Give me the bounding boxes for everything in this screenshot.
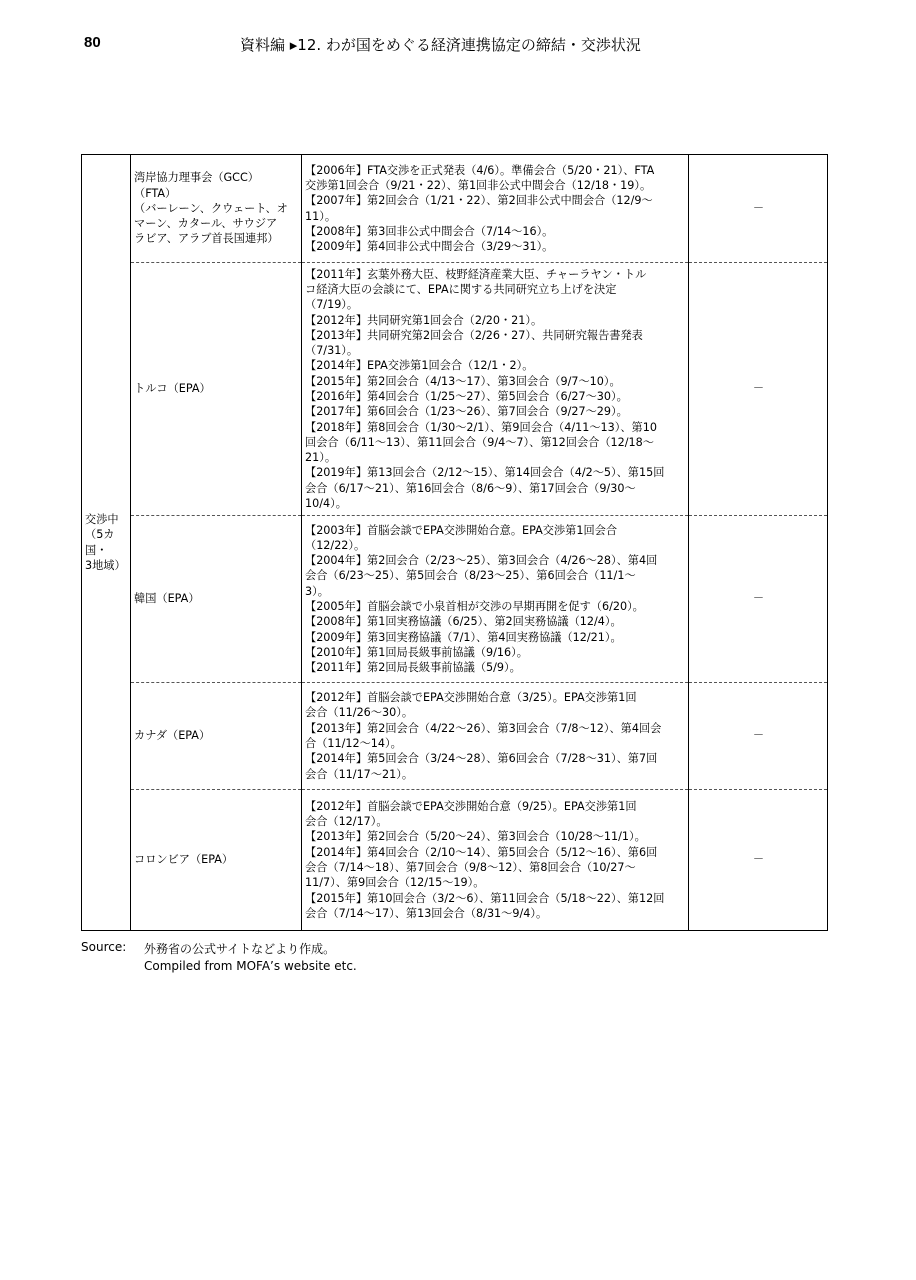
detail-line: 【2012年】首脳会談でEPA交渉開始合意（3/25）。EPA交渉第1回 [305, 691, 637, 705]
detail-line: 会合（6/17～21）、第16回会合（8/6～9）、第17回会合（9/30～ [305, 481, 636, 495]
detail-line: 【2015年】第10回会合（3/2～6）、第11回会合（5/18～22）、第12回 [305, 891, 665, 905]
detail-line: 【2014年】第4回会合（2/10～14）、第5回会合（5/12～16）、第6回 [305, 845, 658, 859]
result-cell: － [689, 683, 828, 790]
partner-cell: 湾岸協力理事会（GCC） （FTA） （バーレーン、クウェート、オ マーン、カタール、サウジア ラビア、アラブ首長国連邦） [131, 155, 302, 263]
detail-line: 21）。 [305, 451, 337, 465]
detail-line: 会合（11/17～21）。 [305, 767, 414, 781]
detail-line: 交渉第1回会合（9/21・22）、第1回非公式中間会合（12/18・19）。 [305, 178, 652, 192]
detail-line: 3）。 [305, 584, 329, 598]
detail-line: （7/19）。 [305, 298, 359, 312]
detail-line: 【2012年】共同研究第1回会合（2/20・21）。 [305, 313, 543, 327]
negotiation-details-cell [302, 790, 689, 931]
detail-line: 【2004年】第2回会合（2/23～25）、第3回会合（4/26～28）、第4回 [305, 554, 658, 568]
detail-line: 【2013年】共同研究第2回会合（2/26・27）、共同研究報告書発表 [305, 328, 643, 342]
detail-line: 会合（11/26～30）。 [305, 706, 414, 720]
detail-line: （12/22）。 [305, 538, 366, 552]
result-cell: － [689, 790, 828, 931]
detail-line: 【2012年】首脳会談でEPA交渉開始合意（9/25）。EPA交渉第1回 [305, 799, 637, 813]
detail-line: 会合（7/14～18）、第7回会合（9/8～12）、第8回会合（10/27～ [305, 861, 636, 874]
detail-line: 【2011年】玄葉外務大臣、枝野経済産業大臣、チャーラヤン・トル [305, 267, 647, 281]
detail-line: 【2008年】第3回非公式中間会合（7/14～16）。 [305, 224, 554, 238]
detail-line: 【2003年】首脳会談でEPA交渉開始合意。EPA交渉第1回会合 [305, 523, 618, 537]
detail-line: 11/7）、第9回会合（12/15～19）。 [305, 876, 485, 890]
table-row [82, 683, 828, 790]
detail-line: 【2013年】第2回会合（4/22～26）、第3回会合（7/8～12）、第4回会 [305, 721, 662, 735]
table-row [82, 263, 828, 516]
table-row [82, 516, 828, 683]
detail-line: 【2013年】第2回会合（5/20～24）、第3回会合（10/28～11/1）。 [305, 830, 646, 844]
partner-cell: 韓国（EPA） [131, 516, 302, 683]
detail-line: 【2014年】EPA交渉第1回会合（12/1・2）。 [305, 359, 534, 373]
table-row [82, 790, 828, 931]
detail-line: 合（11/12～14）。 [305, 737, 402, 750]
source-note-japanese: 外務省の公式サイトなどより作成。 [144, 942, 336, 956]
detail-line: 【2009年】第3回実務協議（7/1）、第4回実務協議（12/21）。 [305, 630, 622, 644]
result-cell: － [689, 263, 828, 516]
detail-line: コ経済大臣の会談にて、EPAに関する共同研究立ち上げを決定 [305, 282, 617, 296]
detail-line: 【2011年】第2回局長級事前協議（5/9）。 [305, 661, 521, 675]
detail-line: 【2015年】第2回会合（4/13～17）、第3回会合（9/7～10）。 [305, 374, 621, 388]
page-header: 資料編 ▸12. わが国をめぐる経済連携協定の締結・交渉状況 [240, 36, 641, 54]
detail-line: 会合（12/17）。 [305, 815, 388, 829]
detail-line: 回会合（6/11～13）、第11回会合（9/4～7）、第12回会合（12/18～ [305, 435, 654, 449]
source-label: Source: [81, 940, 127, 954]
detail-line: （7/31）。 [305, 344, 359, 358]
detail-line: 【2017年】第6回会合（1/23～26）、第7回会合（9/27～29）。 [305, 405, 628, 419]
page-number: 80 [84, 34, 101, 51]
negotiation-details-cell [302, 155, 689, 263]
negotiation-status-table [81, 154, 828, 931]
detail-line: 会合（7/14～17）、第13回会合（8/31～9/4）。 [305, 906, 548, 920]
negotiation-status-cell: 交渉中 （5カ国・ 3地域） [82, 155, 131, 931]
detail-line: 【2005年】首脳会談で小泉首相が交渉の早期再開を促す（6/20）。 [305, 600, 644, 613]
detail-line: 【2014年】第5回会合（3/24～28）、第6回会合（7/28～31）、第7回 [305, 752, 658, 766]
detail-line: 【2009年】第4回非公式中間会合（3/29～31）。 [305, 240, 554, 254]
detail-line: 【2008年】第1回実務協議（6/25）、第2回実務協議（12/4）。 [305, 615, 622, 629]
source-note-english: Compiled from MOFA’s website etc. [144, 959, 357, 973]
negotiation-details-cell [302, 516, 689, 683]
negotiation-details-cell [302, 683, 689, 790]
detail-line: 【2018年】第8回会合（1/30～2/1）、第9回会合（4/11～13）、第10 [305, 420, 657, 434]
detail-line: 【2019年】第13回会合（2/12～15）、第14回会合（4/2～5）、第15回 [305, 466, 665, 480]
table-row [82, 155, 828, 263]
partner-cell: トルコ（EPA） [131, 263, 302, 516]
detail-line: 10/4）。 [305, 497, 347, 511]
detail-line: 会合（6/23～25）、第5回会合（8/23～25）、第6回会合（11/1～ [305, 569, 636, 583]
detail-line: 11）。 [305, 209, 337, 223]
detail-line: 【2006年】FTA交渉を正式発表（4/6）。準備会合（5/20・21）、FTA [305, 163, 655, 177]
detail-line: 【2007年】第2回会合（1/21・22）、第2回非公式中間会合（12/9～ [305, 194, 653, 208]
negotiation-details-cell [302, 263, 689, 516]
detail-line: 【2016年】第4回会合（1/25～27）、第5回会合（6/27～30）。 [305, 390, 628, 403]
detail-line: 【2010年】第1回局長級事前協議（9/16）。 [305, 645, 528, 659]
partner-cell: コロンビア（EPA） [131, 790, 302, 931]
partner-cell: カナダ（EPA） [131, 683, 302, 790]
result-cell: － [689, 155, 828, 263]
result-cell: － [689, 516, 828, 683]
